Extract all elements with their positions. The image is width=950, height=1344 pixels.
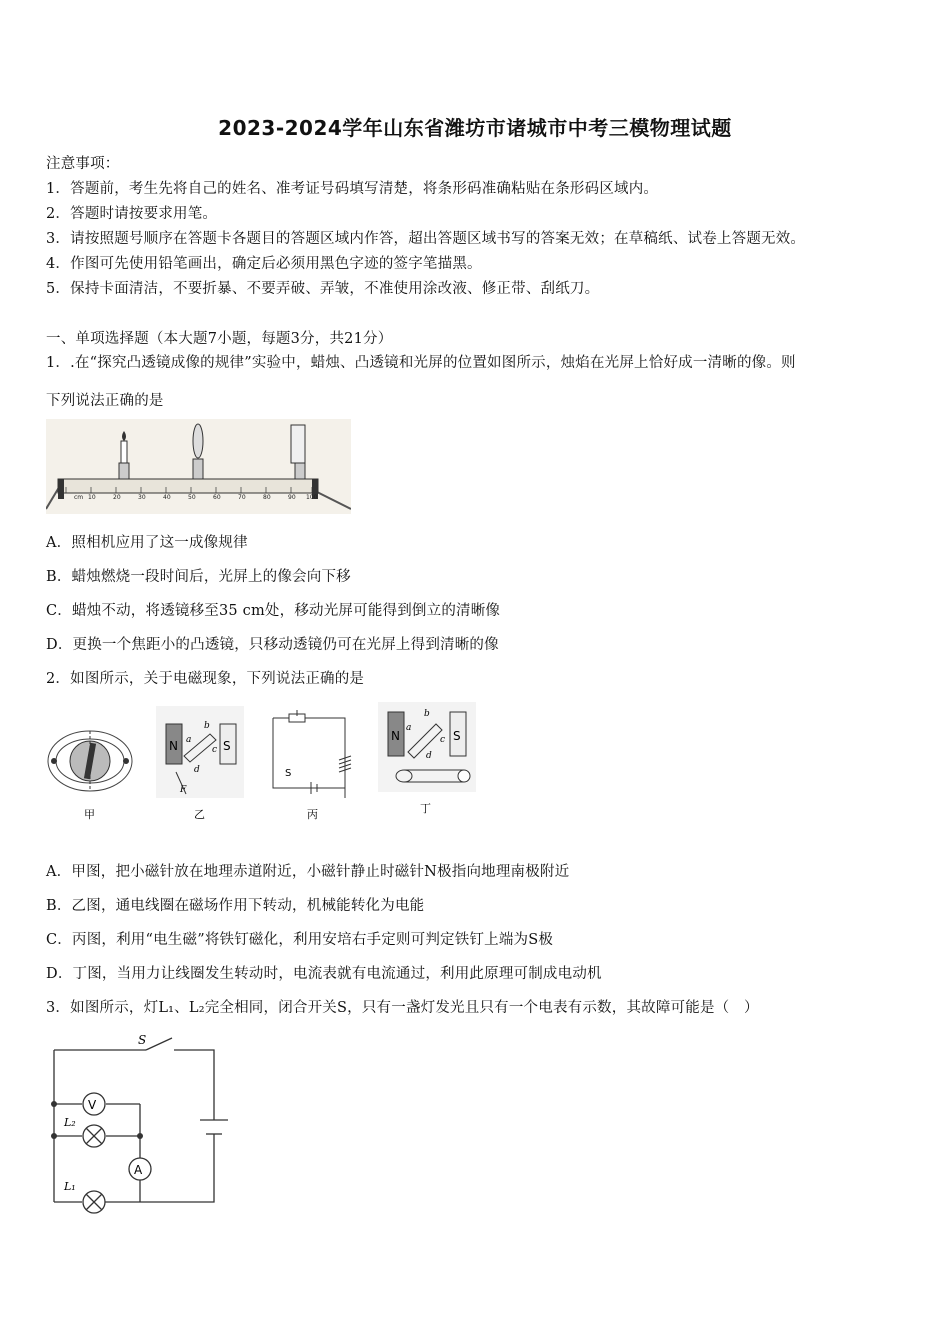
figure-bing <box>267 706 355 822</box>
q3-stem: 3．如图所示，灯L₁、L₂完全相同，闭合开关S，只有一盏灯发光且只有一个电表有示数，其故障可能是（ ） <box>46 1000 759 1016</box>
scale-label: 100 <box>306 494 318 501</box>
scale-label: 20 <box>113 494 121 501</box>
switch-label: S <box>138 1033 147 1047</box>
q1-stem: 1．.在“探究凸透镜成像的规律”实验中，蜡烛、凸透镜和光屏的位置如图所示，烛焰在光屏上恰好成一清晰的像。则 <box>46 355 796 371</box>
notice-item: 2．答题时请按要求用笔。 <box>46 206 218 222</box>
notice-item: 5．保持卡面清洁，不要折暴、不要弄破、弄皱，不准使用涂改液、修正带、刮纸刀。 <box>46 281 600 297</box>
pole-s: S <box>223 739 231 753</box>
figure-caption: 乙 <box>194 808 205 821</box>
q1-stem-cont: 下列说法正确的是 <box>46 393 164 409</box>
scale-label: 60 <box>213 494 221 501</box>
voltmeter-label: V <box>88 1098 97 1112</box>
pole-n: N <box>391 729 400 743</box>
ammeter-label: A <box>134 1163 143 1177</box>
figure-caption: 丙 <box>307 808 318 821</box>
q2-option-c: C．丙图，利用“电生磁”将铁钉磁化，利用安培右手定则可判定铁钉上端为S极 <box>46 932 554 948</box>
q2-option-b: B．乙图，通电线圈在磁场作用下转动，机械能转化为电能 <box>46 898 425 914</box>
scale-label: 90 <box>288 494 296 501</box>
coil-label: b <box>424 709 430 719</box>
notice-item: 1．答题前，考生先将自己的姓名、准考证号码填写清楚，将条形码准确粘贴在条形码区域内。 <box>46 181 659 197</box>
coil-label: a <box>186 735 192 745</box>
scale-label: 50 <box>188 494 196 501</box>
scale-label: 80 <box>263 494 271 501</box>
coil-label: b <box>204 721 210 731</box>
scale-label: 70 <box>238 494 246 501</box>
circuit-figure <box>46 1026 236 1221</box>
coil-label: d <box>426 751 432 761</box>
figure-jia <box>46 706 134 822</box>
q1-option-a: A．照相机应用了这一成像规律 <box>46 535 248 551</box>
q1-option-d: D．更换一个焦距小的凸透镜，只移动透镜仍可在光屏上得到清晰的像 <box>46 637 499 653</box>
switch-label: S <box>285 768 292 779</box>
figure-caption: 丁 <box>420 802 431 815</box>
notice-heading: 注意事项： <box>46 156 120 172</box>
q2-option-a: A．甲图，把小磁针放在地理赤道附近，小磁针静止时磁针N极指向地理南极附近 <box>46 864 570 880</box>
q1-option-b: B．蜡烛燃烧一段时间后，光屏上的像会向下移 <box>46 569 351 585</box>
coil-label: a <box>406 723 412 733</box>
pole-n: N <box>169 739 178 753</box>
figure-ding <box>378 702 476 822</box>
coil-label: c <box>212 745 218 755</box>
force-label: F <box>180 785 187 795</box>
q2-option-d: D．丁图，当用力让线圈发生转动时，电流表就有电流通过，利用此原理可制成电动机 <box>46 966 602 982</box>
pole-s: S <box>453 729 461 743</box>
lamp2-label: L₂ <box>64 1116 76 1129</box>
scale-label: 30 <box>138 494 146 501</box>
figure-yi <box>156 706 244 822</box>
scale-label: 10 <box>88 494 96 501</box>
section-heading: 一、单项选择题（本大题7小题，每题3分，共21分） <box>46 331 393 347</box>
page-title: 2023-2024学年山东省潍坊市诸城市中考三模物理试题 <box>218 116 732 140</box>
scale-label: cm <box>74 494 84 501</box>
optical-bench-figure <box>46 419 351 514</box>
q1-option-c: C．蜡烛不动，将透镜移至35 cm处，移动光屏可能得到倒立的清晰像 <box>46 603 501 619</box>
lamp1-label: L₁ <box>64 1180 76 1193</box>
coil-label: c <box>440 735 446 745</box>
notice-item: 3．请按照题号顺序在答题卡各题目的答题区域内作答，超出答题区域书写的答案无效；在草稿纸、试卷上答题无效。 <box>46 231 806 247</box>
coil-label: d <box>194 765 200 775</box>
notice-item: 4．作图可先使用铅笔画出，确定后必须用黑色字迹的签字笔描黑。 <box>46 256 482 272</box>
scale-label: 40 <box>163 494 171 501</box>
q2-stem: 2．如图所示，关于电磁现象，下列说法正确的是 <box>46 671 365 687</box>
figure-caption: 甲 <box>84 808 95 821</box>
